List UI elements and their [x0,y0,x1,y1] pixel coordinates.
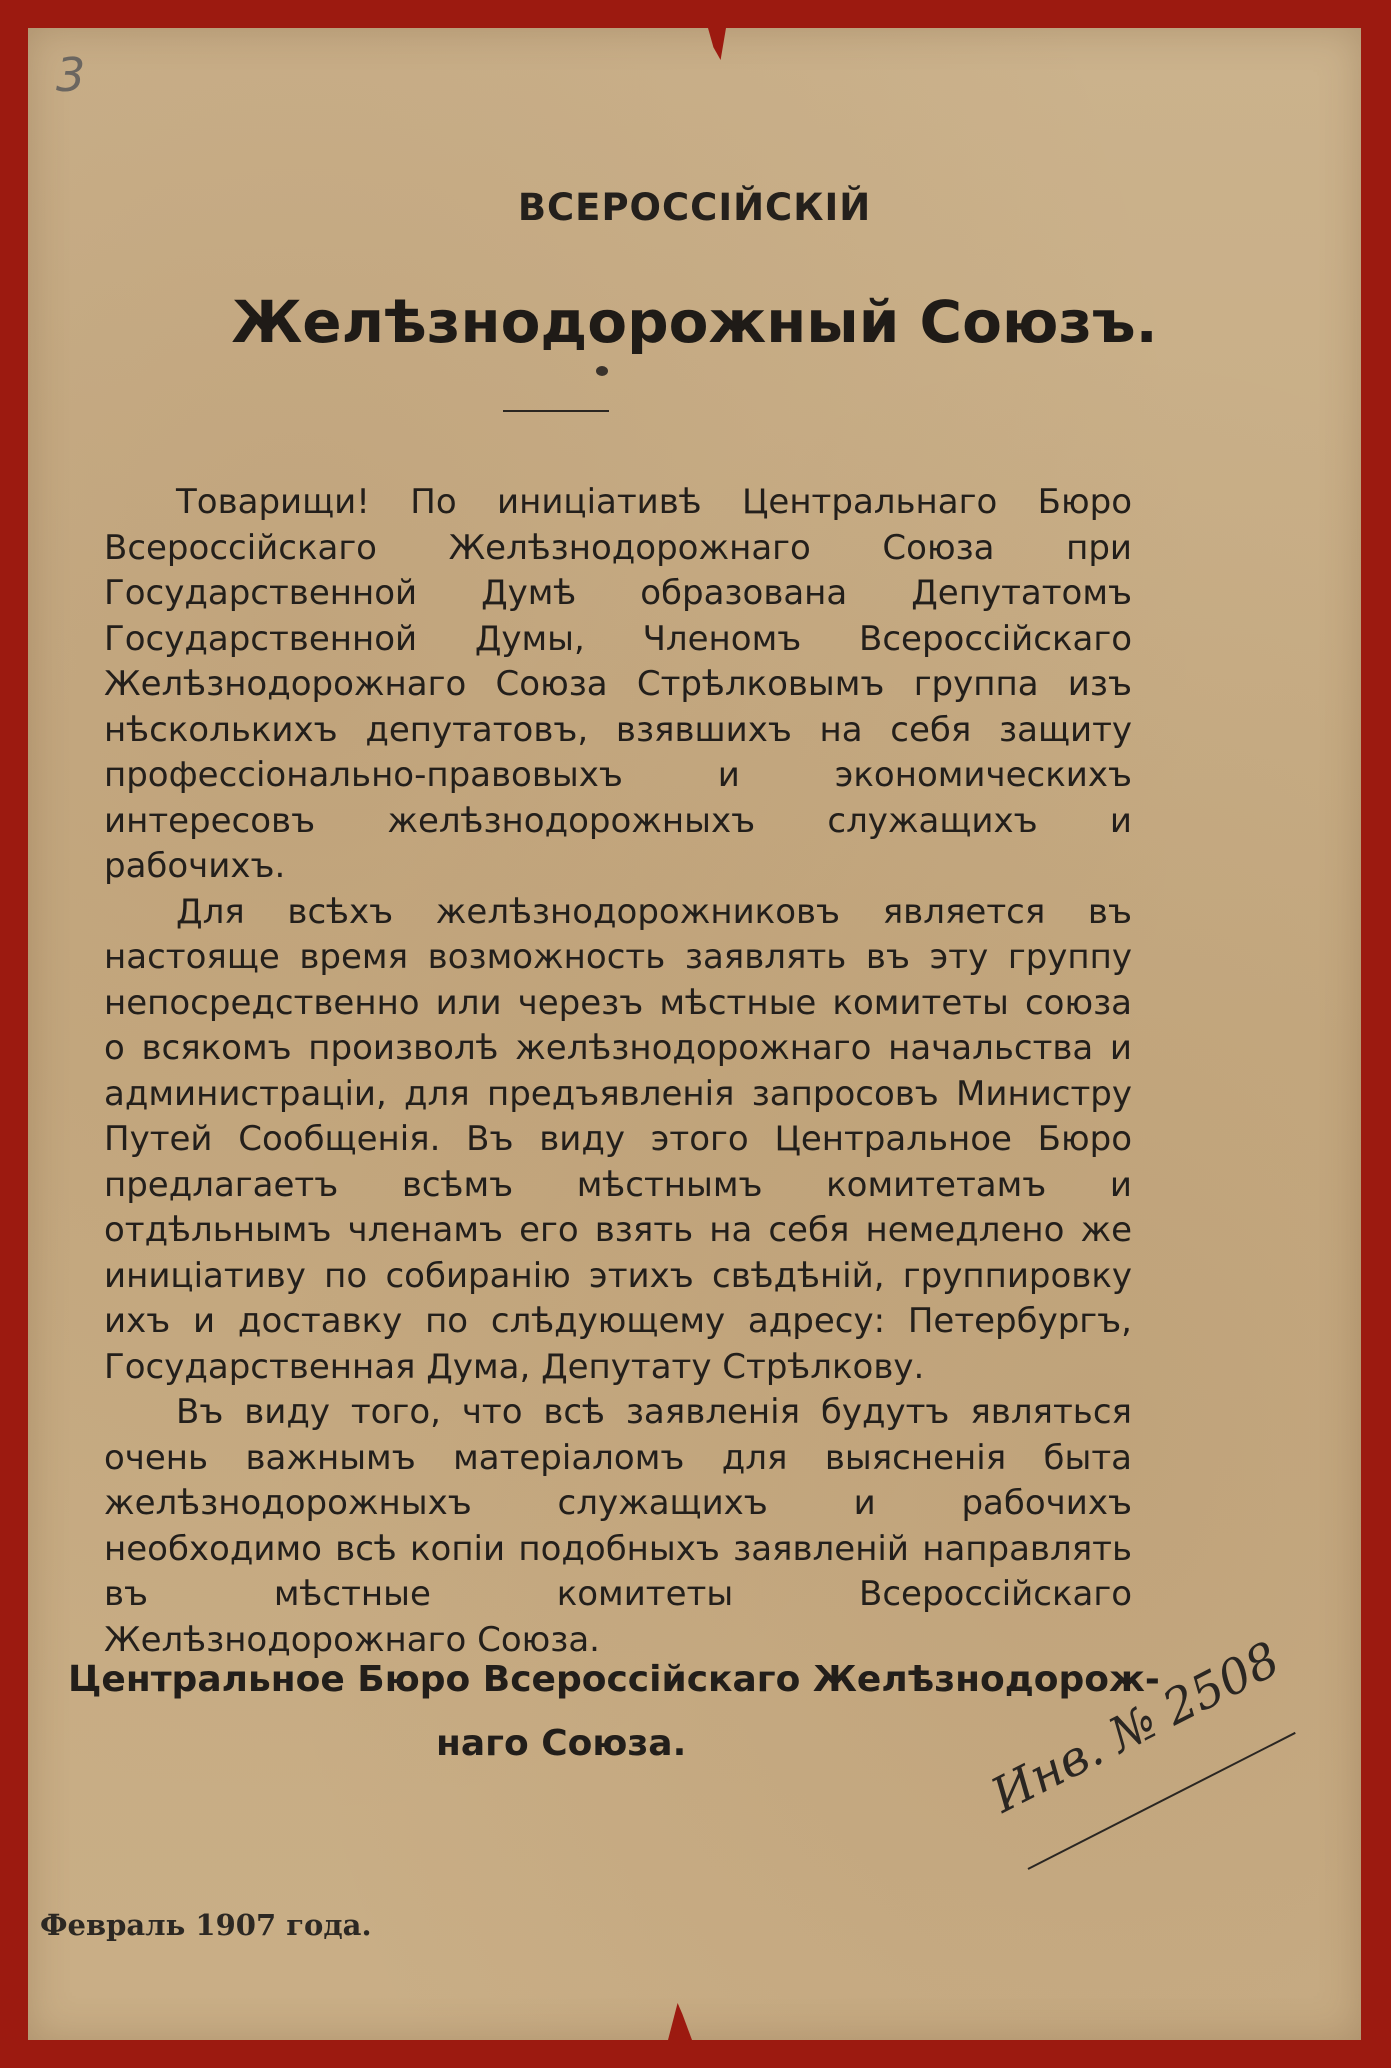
title-divider [503,410,609,412]
document-sheet [28,28,1361,2040]
signature-line-2: наго Союза. [436,1723,687,1764]
header-organization-prefix: ВСЕРОССІЙСКІЙ [517,186,872,229]
document-date: Февраль 1907 года. [40,1908,372,1942]
paper-tear-bottom [668,2003,692,2040]
paragraph-3: Въ виду того, что всѣ заявленія будутъ являться очень важнымъ матеріаломъ для выясненія быта желѣзнодорожныхъ служащихъ и рабочихъ необходимо всѣ копіи подобныхъ заявленій направлять въ мѣстные комитеты Всероссійскаго Желѣзнодорожнаго Союза. [104,1392,1132,1660]
paper-tear-top [708,28,726,60]
proclamation-body [104,480,1132,1663]
header-organization-name: Желѣзнодорожный Союзъ. [231,288,1158,356]
paragraph-1: Товарищи! По иниціативѣ Центральнаго Бюро Всероссійскаго Желѣзнодорожнаго Союза при Государственной Думѣ образована Депутатомъ Государственной Думы, Членомъ Всероссійскаго Желѣзнодорожнаго Союза Стрѣлковымъ группа изъ нѣсколькихъ депутатовъ, взявшихъ на себя защиту профессіонально-правовыхъ и экономическихъ интересовъ желѣзнодорожныхъ служащихъ и рабочихъ. [104,482,1132,886]
signature-line-1: Центральное Бюро Всероссійскаго Желѣзнодорож- [68,1659,1160,1700]
archive-page-number: 3 [56,48,86,102]
paragraph-2: Для всѣхъ желѣзнодорожниковъ является въ настояще время возможность заявлять въ эту группу непосредственно или черезъ мѣстные комитеты союза о всякомъ произволѣ желѣзнодорожнаго начальства и администраціи, для предъявленія запросовъ Министру Путей Сообщенія. Въ виду этого Центральное Бюро предлагаетъ всѣмъ мѣстнымъ комитетамъ и отдѣльнымъ членамъ его взять на себя немедлено же иниціативу по собиранію этихъ свѣдѣній, группировку ихъ и доставку по слѣдующему адресу: Петербургъ, Государственная Дума, Депутату Стрѣлкову. [104,891,1132,1387]
ornament-dot [596,366,608,376]
handwritten-inventory-number: Инв. № 2508 [982,1631,1289,1824]
